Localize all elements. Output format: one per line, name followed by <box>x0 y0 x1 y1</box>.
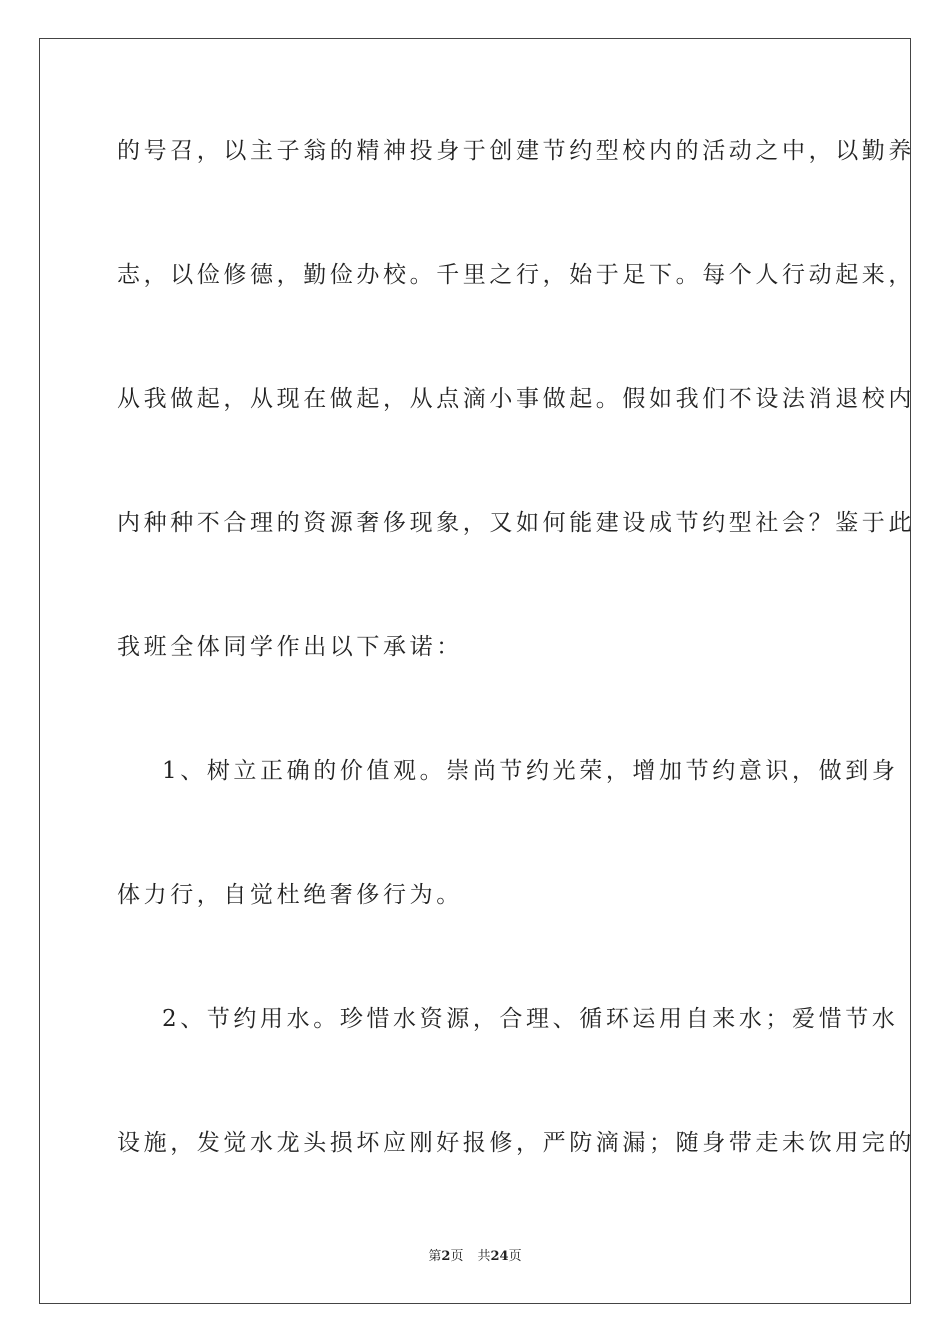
page-total-count: 24 <box>490 1249 509 1264</box>
paragraph-line-5: 我班全体同学作出以下承诺： <box>117 634 463 660</box>
page-total-prefix: 共 <box>477 1249 491 1264</box>
page-total-suffix: 页 <box>508 1249 522 1264</box>
list-item-1-line-1: 1、树立正确的价值观。崇尚节约光荣，增加节约意识，做到身 <box>162 758 899 784</box>
paragraph-line-4: 内种种不合理的资源奢侈现象，又如何能建设成节约型社会？鉴于此 <box>117 510 915 536</box>
page-number-suffix: 页 <box>450 1249 464 1264</box>
page-footer <box>0 1248 950 1266</box>
page-number-prefix: 第 <box>428 1249 442 1264</box>
paragraph-line-3: 从我做起，从现在做起，从点滴小事做起。假如我们不设法消退校内 <box>117 386 915 412</box>
list-item-2-line-2: 设施，发觉水龙头损坏应刚好报修，严防滴漏；随身带走未饮用完的 <box>117 1130 915 1156</box>
page-number-current: 2 <box>441 1249 451 1264</box>
paragraph-line-2: 志，以俭修德，勤俭办校。千里之行，始于足下。每个人行动起来， <box>117 262 915 288</box>
list-item-2-line-1: 2、节约用水。珍惜水资源，合理、循环运用自来水；爱惜节水 <box>162 1006 899 1032</box>
page-border <box>39 38 915 1304</box>
paragraph-line-1: 的号召，以主子翁的精神投身于创建节约型校内的活动之中，以勤养 <box>117 138 915 164</box>
list-item-1-line-2: 体力行，自觉杜绝奢侈行为。 <box>117 882 463 908</box>
